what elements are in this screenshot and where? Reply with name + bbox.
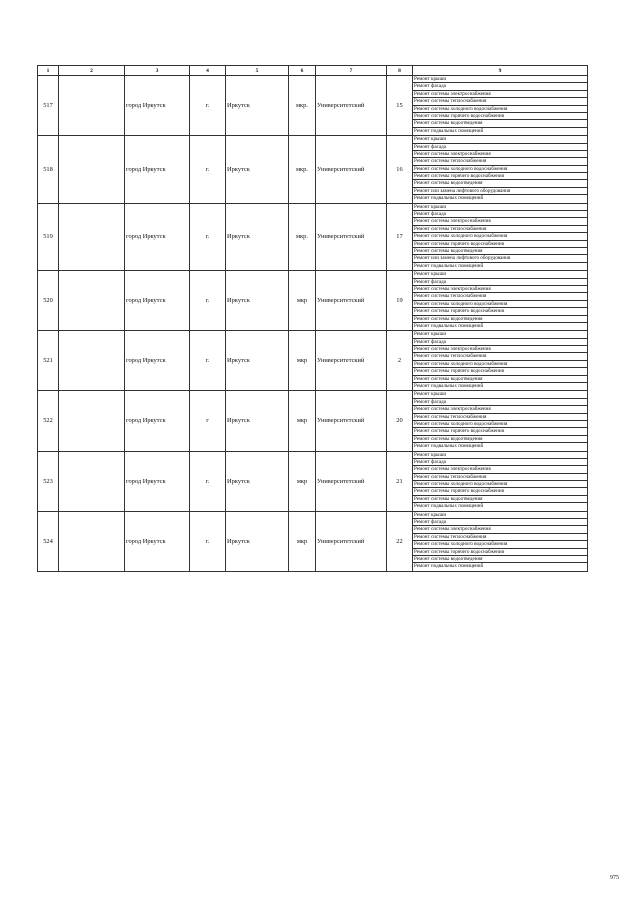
row-number: 518 bbox=[38, 136, 59, 204]
municipality: город Иркутск bbox=[125, 331, 190, 391]
work-item: Ремонт системы водоотведения bbox=[413, 556, 587, 563]
street-name: Университетский bbox=[316, 203, 387, 271]
municipality: город Иркутск bbox=[125, 511, 190, 571]
work-item: Ремонт фасада bbox=[413, 144, 587, 151]
house-number: 20 bbox=[387, 391, 413, 451]
work-item: Ремонт подвальных помещений bbox=[414, 563, 484, 570]
col-header-8: 8 bbox=[387, 66, 413, 76]
house-number: 17 bbox=[387, 203, 413, 271]
page-number: 975 bbox=[610, 875, 619, 881]
locality-type: г. bbox=[190, 511, 226, 571]
row-number: 520 bbox=[38, 271, 59, 331]
works-list bbox=[413, 331, 588, 391]
locality-type: г. bbox=[190, 76, 226, 136]
works-list bbox=[413, 203, 588, 271]
work-item: Ремонт системы теплоснабжения bbox=[413, 414, 587, 421]
works-list bbox=[413, 451, 588, 511]
row-number: 517 bbox=[38, 76, 59, 136]
work-item: Ремонт системы водоотведения bbox=[413, 436, 587, 443]
table-row bbox=[38, 203, 588, 271]
work-item: Ремонт системы холодного водоснабжения bbox=[413, 106, 587, 113]
work-item: Ремонт системы горячего водоснабжения bbox=[413, 113, 587, 120]
locality-type: г. bbox=[190, 203, 226, 271]
work-item: Ремонт фасада bbox=[413, 519, 587, 526]
col-header-9: 9 bbox=[413, 66, 588, 76]
work-item: Ремонт подвальных помещений bbox=[414, 503, 484, 510]
col-header-7: 7 bbox=[316, 66, 387, 76]
work-item: Ремонт крыши bbox=[413, 452, 587, 459]
row-col2 bbox=[59, 271, 125, 331]
work-item: Ремонт системы водоотведения bbox=[413, 120, 587, 127]
work-item: Ремонт системы электроснабжения bbox=[413, 91, 587, 98]
row-col2 bbox=[59, 76, 125, 136]
work-item: Ремонт системы холодного водоснабжения bbox=[413, 541, 587, 548]
work-item: Ремонт крыши bbox=[413, 204, 587, 211]
locality-name: Иркутск bbox=[226, 391, 289, 451]
municipality: город Иркутск bbox=[125, 76, 190, 136]
street-name: Университетский bbox=[316, 331, 387, 391]
table-row bbox=[38, 391, 588, 451]
work-item: Ремонт системы холодного водоснабжения bbox=[413, 481, 587, 488]
work-item: Ремонт крыши bbox=[413, 76, 587, 83]
street-type: мкр bbox=[289, 511, 316, 571]
work-item: Ремонт системы холодного водоснабжения bbox=[413, 166, 587, 173]
house-number: 21 bbox=[387, 451, 413, 511]
work-item: Ремонт крыши bbox=[413, 271, 587, 278]
street-name: Университетский bbox=[316, 391, 387, 451]
locality-type: г. bbox=[190, 271, 226, 331]
street-type: мкр. bbox=[289, 203, 316, 271]
table-row bbox=[38, 451, 588, 511]
row-number: 519 bbox=[38, 203, 59, 271]
street-name: Университетский bbox=[316, 451, 387, 511]
col-header-4: 4 bbox=[190, 66, 226, 76]
locality-name: Иркутск bbox=[226, 451, 289, 511]
work-item: Ремонт подвальных помещений bbox=[414, 322, 484, 329]
street-type: мкр. bbox=[289, 76, 316, 136]
table-row bbox=[38, 136, 588, 204]
street-type: мкр bbox=[289, 331, 316, 391]
municipality: город Иркутск bbox=[125, 203, 190, 271]
work-item: Ремонт системы теплоснабжения bbox=[413, 158, 587, 165]
work-item: Ремонт или замена лифтового оборудования bbox=[413, 188, 587, 195]
works-list bbox=[413, 391, 588, 451]
row-col2 bbox=[59, 331, 125, 391]
col-header-5: 5 bbox=[226, 66, 289, 76]
work-item: Ремонт крыши bbox=[413, 512, 587, 519]
work-item: Ремонт фасада bbox=[413, 339, 587, 346]
house-number: 2 bbox=[387, 331, 413, 391]
work-item: Ремонт системы горячего водоснабжения bbox=[413, 549, 587, 556]
work-item: Ремонт системы холодного водоснабжения bbox=[413, 421, 587, 428]
street-name: Университетский bbox=[316, 136, 387, 204]
work-item: Ремонт системы теплоснабжения bbox=[413, 353, 587, 360]
work-item: Ремонт системы электроснабжения bbox=[413, 218, 587, 225]
work-item: Ремонт подвальных помещений bbox=[414, 443, 484, 450]
work-item: Ремонт фасада bbox=[413, 279, 587, 286]
locality-name: Иркутск bbox=[226, 271, 289, 331]
col-header-3: 3 bbox=[125, 66, 190, 76]
table-row bbox=[38, 331, 588, 391]
house-number: 15 bbox=[387, 76, 413, 136]
work-item: Ремонт системы водоотведения bbox=[413, 316, 587, 323]
locality-name: Иркутск bbox=[226, 136, 289, 204]
row-number: 523 bbox=[38, 451, 59, 511]
house-number: 16 bbox=[387, 136, 413, 204]
street-name: Университетский bbox=[316, 271, 387, 331]
work-item: Ремонт крыши bbox=[413, 136, 587, 143]
street-name: Университетский bbox=[316, 76, 387, 136]
work-item: Ремонт системы горячего водоснабжения bbox=[413, 368, 587, 375]
row-col2 bbox=[59, 136, 125, 204]
work-item: Ремонт системы горячего водоснабжения bbox=[413, 173, 587, 180]
locality-type: г bbox=[190, 391, 226, 451]
street-type: мкр. bbox=[289, 136, 316, 204]
col-header-1: 1 bbox=[38, 66, 59, 76]
municipality: город Иркутск bbox=[125, 451, 190, 511]
work-item: Ремонт крыши bbox=[413, 391, 587, 398]
house-number: 22 bbox=[387, 511, 413, 571]
work-item: Ремонт системы электроснабжения bbox=[413, 526, 587, 533]
row-col2 bbox=[59, 203, 125, 271]
work-item: Ремонт системы теплоснабжения bbox=[413, 226, 587, 233]
house-number: 19 bbox=[387, 271, 413, 331]
work-item: Ремонт системы холодного водоснабжения bbox=[413, 233, 587, 240]
works-list bbox=[413, 511, 588, 571]
row-col2 bbox=[59, 511, 125, 571]
work-item: Ремонт системы горячего водоснабжения bbox=[413, 428, 587, 435]
works-list bbox=[413, 136, 588, 204]
work-item: Ремонт системы горячего водоснабжения bbox=[413, 308, 587, 315]
municipality: город Иркутск bbox=[125, 391, 190, 451]
municipality: город Иркутск bbox=[125, 271, 190, 331]
table-row bbox=[38, 76, 588, 136]
locality-type: г. bbox=[190, 136, 226, 204]
repair-program-table bbox=[37, 65, 588, 572]
row-number: 522 bbox=[38, 391, 59, 451]
work-item: Ремонт системы теплоснабжения bbox=[413, 474, 587, 481]
locality-name: Иркутск bbox=[226, 511, 289, 571]
work-item: Ремонт системы теплоснабжения bbox=[413, 98, 587, 105]
work-item: Ремонт системы теплоснабжения bbox=[413, 293, 587, 300]
work-item: Ремонт крыши bbox=[413, 331, 587, 338]
work-item: Ремонт системы водоотведения bbox=[413, 248, 587, 255]
table-row bbox=[38, 511, 588, 571]
row-number: 521 bbox=[38, 331, 59, 391]
work-item: Ремонт фасада bbox=[413, 459, 587, 466]
street-type: мкр bbox=[289, 271, 316, 331]
work-item: Ремонт подвальных помещений bbox=[414, 127, 484, 134]
works-list bbox=[413, 271, 588, 331]
work-item: Ремонт системы электроснабжения bbox=[413, 346, 587, 353]
locality-type: г. bbox=[190, 451, 226, 511]
work-item: Ремонт системы электроснабжения bbox=[413, 151, 587, 158]
street-name: Университетский bbox=[316, 511, 387, 571]
work-item: Ремонт подвальных помещений bbox=[414, 383, 484, 390]
work-item: Ремонт системы водоотведения bbox=[413, 376, 587, 383]
work-item: Ремонт фасада bbox=[413, 211, 587, 218]
street-type: мкр bbox=[289, 451, 316, 511]
street-type: мкр bbox=[289, 391, 316, 451]
work-item: Ремонт системы водоотведения bbox=[413, 180, 587, 187]
locality-type: г. bbox=[190, 331, 226, 391]
locality-name: Иркутск bbox=[226, 76, 289, 136]
work-item: Ремонт системы горячего водоснабжения bbox=[413, 241, 587, 248]
work-item: Ремонт фасада bbox=[413, 399, 587, 406]
work-item: Ремонт системы электроснабжения bbox=[413, 466, 587, 473]
work-item: Ремонт фасада bbox=[413, 83, 587, 90]
locality-name: Иркутск bbox=[226, 203, 289, 271]
work-item: Ремонт подвальных помещений bbox=[414, 262, 484, 269]
row-col2 bbox=[59, 451, 125, 511]
row-col2 bbox=[59, 391, 125, 451]
row-number: 524 bbox=[38, 511, 59, 571]
work-item: Ремонт системы водоотведения bbox=[413, 496, 587, 503]
locality-name: Иркутск bbox=[226, 331, 289, 391]
municipality: город Иркутск bbox=[125, 136, 190, 204]
col-header-2: 2 bbox=[59, 66, 125, 76]
work-item: Ремонт системы горячего водоснабжения bbox=[413, 488, 587, 495]
work-item: Ремонт системы холодного водоснабжения bbox=[413, 301, 587, 308]
header-row bbox=[38, 66, 588, 76]
work-item: Ремонт системы электроснабжения bbox=[413, 286, 587, 293]
works-list bbox=[413, 76, 588, 136]
work-item: Ремонт подвальных помещений bbox=[414, 195, 484, 202]
work-item: Ремонт системы электроснабжения bbox=[413, 406, 587, 413]
work-item: Ремонт или замена лифтового оборудования bbox=[413, 255, 587, 262]
work-item: Ремонт системы теплоснабжения bbox=[413, 534, 587, 541]
table-row bbox=[38, 271, 588, 331]
col-header-6: 6 bbox=[289, 66, 316, 76]
work-item: Ремонт системы холодного водоснабжения bbox=[413, 361, 587, 368]
